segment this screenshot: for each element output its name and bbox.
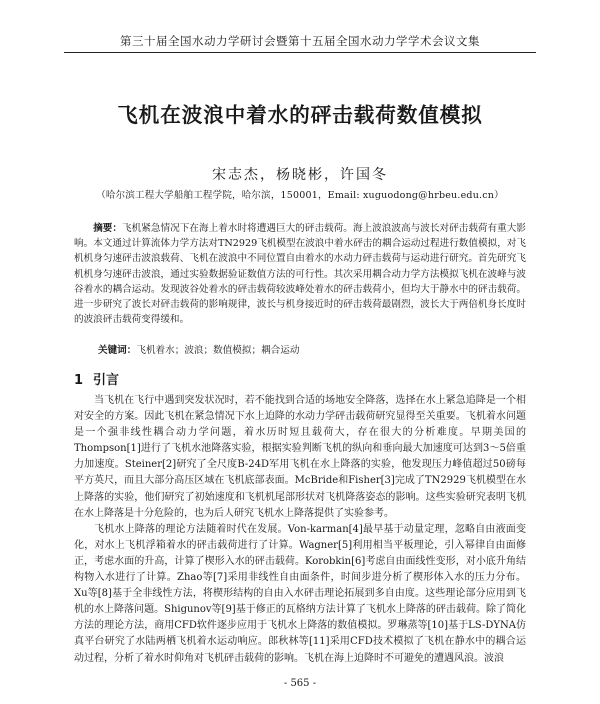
- page-number: - 565 -: [283, 678, 317, 689]
- keywords-label: 关键词：: [98, 345, 137, 356]
- paper-title: 飞机在波浪中着水的砰击载荷数值模拟: [117, 103, 483, 127]
- section-title: 引言: [93, 373, 120, 388]
- affiliation: （哈尔滨工程大学船舶工程学院，哈尔滨，150001，Email: xuguodong@hrbeu.edu.cn）: [96, 190, 504, 201]
- running-header: 第三十届全国水动力学研讨会暨第十五届全国水动力学学术会议文集: [64, 34, 536, 53]
- body-text: [74, 393, 526, 667]
- paragraph-1: 当飞机在飞行中遇到突发状况时，若不能找到合适的场地安全降落，选择在水上紧急追降是一个相对安全的方案。因此飞机在紧急情况下水上迫降的水动力学砰击载荷研究显得至关重要。飞机着水问题是一个强非线性耦合动力学问题，着水历时短且载荷大，存在很大的分析难度。早期美国的Thompson[1]进行了飞机水池降落实验，根据实验判断飞机的纵向和垂向最大加速度可达到3～5倍重力加速度。Steiner[2]研究了全尺度B-24D军用飞机在水上降落的实验，他发现压力峰值超过50磅每平方英尺，而且大部分高压区域在飞机底部表面。McBride和Fisher[3]完成了TN2929飞机模型在水上降落的实验，他们研究了初始速度和飞机机尾部形状对飞机降落姿态的影响。这些实验研究表明飞机在水上降落是十分危险的，也为后人研究飞机水上降落提供了实验参考。: [74, 395, 526, 519]
- abstract: [74, 221, 526, 327]
- keywords-text: 飞机着水；波浪；数值模拟；耦合运动: [136, 345, 300, 356]
- paragraph-2: 飞机水上降落的理论方法随着时代在发展。Von-karman[4]最早基于动量定理，忽略自由液面变化，对水上飞机浮箱着水的砰击载荷进行了计算。Wagner[5]利用相当平板理论，引入幂律自由面修正，考虑水面的升高，计算了楔形入水的砰击载荷。Korobkin[6]考虑自由面线性变形，对小底升角结构物入水进行了计算。Zhao等[7]采用非线性自由面条件，时间步进分析了楔形体入水的压力分布。Xu等[8]基于全非线性方法，将楔形结构的自由入水砰击理论拓展到多自由度。这些理论部分应用到飞机的水上降落问题。Shigunov等[9]基于修正的瓦格纳方法计算了飞机水上降落的砰击载荷。除了简化方法的理论方法，商用CFD软件逐步应用于飞机水上降落的数值模拟。罗琳蒸等[10]基于LS-DYNA仿真平台研究了水陆两栖飞机着水运动响应。郎秋林等[11]采用CFD技术模拟了飞机在静水中的耦合运动过程，分析了着水时仰角对飞机砰击载荷的影响。飞机在海上迫降时不可避免的遭遇风浪。波浪: [74, 523, 526, 664]
- section-number: 1: [74, 373, 84, 388]
- author-list: 宋志杰，杨晓彬，许国冬: [212, 167, 388, 183]
- keywords: [98, 344, 526, 358]
- section-heading: [74, 369, 129, 388]
- abstract-text: 飞机紧急情况下在海上着水时将遭遇巨大的砰击载荷。海上波浪波高与波长对砰击载荷有重大影响。本文通过计算流体力学方法对TN2929飞机模型在波浪中着水砰击的耦合运动过程进行数值模拟，对飞机机身匀速砰击波浪载荷、飞机在波浪中不同位置自由着水的水动力砰击载荷与运动进行研究。首先研究飞机机身匀速砰击波浪，通过实验数据验证数值方法的可行性。其次采用耦合动力学方法模拟飞机在波峰与波谷着水的耦合运动。发现波谷处着水的砰击载荷较波峰处着水的砰击载荷小，但均大于静水中的砰击载荷。进一步研究了波长对砰击载荷的影响规律，波长与机身接近时的砰击载荷最剧烈，波长大于两倍机身长度时的波浪砰击载荷变得缓和。: [74, 223, 527, 326]
- abstract-label: 摘要：: [93, 223, 123, 234]
